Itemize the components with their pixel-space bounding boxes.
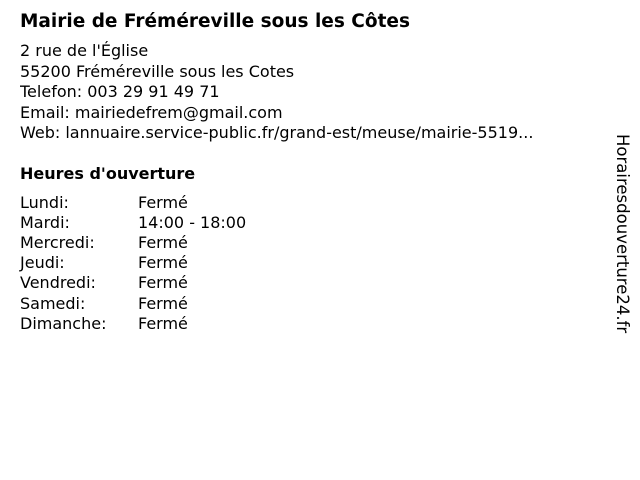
- hours-day: Jeudi:: [20, 253, 65, 273]
- site-watermark: Horairesdouverture24.fr: [613, 134, 632, 334]
- hours-value: Fermé: [138, 273, 188, 293]
- hours-value: Fermé: [138, 192, 188, 212]
- hours-day: Mercredi:: [20, 232, 95, 252]
- hours-day: Mardi:: [20, 212, 70, 232]
- email-address[interactable]: Email: mairiedefrem@gmail.com: [20, 102, 283, 122]
- hours-row: [20, 273, 246, 293]
- hours-value: 14:00 - 18:00: [138, 212, 247, 232]
- hours-day: Samedi:: [20, 293, 86, 313]
- hours-row: [20, 314, 246, 334]
- hours-row: [20, 213, 246, 233]
- hours-value: Fermé: [138, 232, 188, 252]
- business-name: Mairie de Fréméreville sous les Côtes: [20, 11, 410, 32]
- opening-hours-table: [20, 193, 246, 334]
- hours-day: Dimanche:: [20, 313, 107, 333]
- postal-city: 55200 Fréméreville sous les Cotes: [20, 61, 295, 81]
- hours-value: Fermé: [138, 313, 188, 333]
- hours-row: [20, 233, 246, 253]
- opening-hours-heading: Heures d'ouverture: [20, 163, 196, 183]
- hours-row: [20, 294, 246, 314]
- hours-day: Vendredi:: [20, 273, 96, 293]
- contact-block: [20, 41, 600, 144]
- hours-row: [20, 253, 246, 273]
- hours-day: Lundi:: [20, 192, 69, 212]
- street-address: 2 rue de l'Église: [20, 41, 149, 60]
- website-link[interactable]: Web: lannuaire.service-public.fr/grand-est/meuse/mairie-5519...: [20, 123, 534, 142]
- hours-value: Fermé: [138, 293, 188, 313]
- hours-row: [20, 193, 246, 213]
- business-card: [20, 10, 600, 334]
- hours-value: Fermé: [138, 253, 188, 273]
- phone-number[interactable]: Telefon: 003 29 91 49 71: [20, 82, 220, 101]
